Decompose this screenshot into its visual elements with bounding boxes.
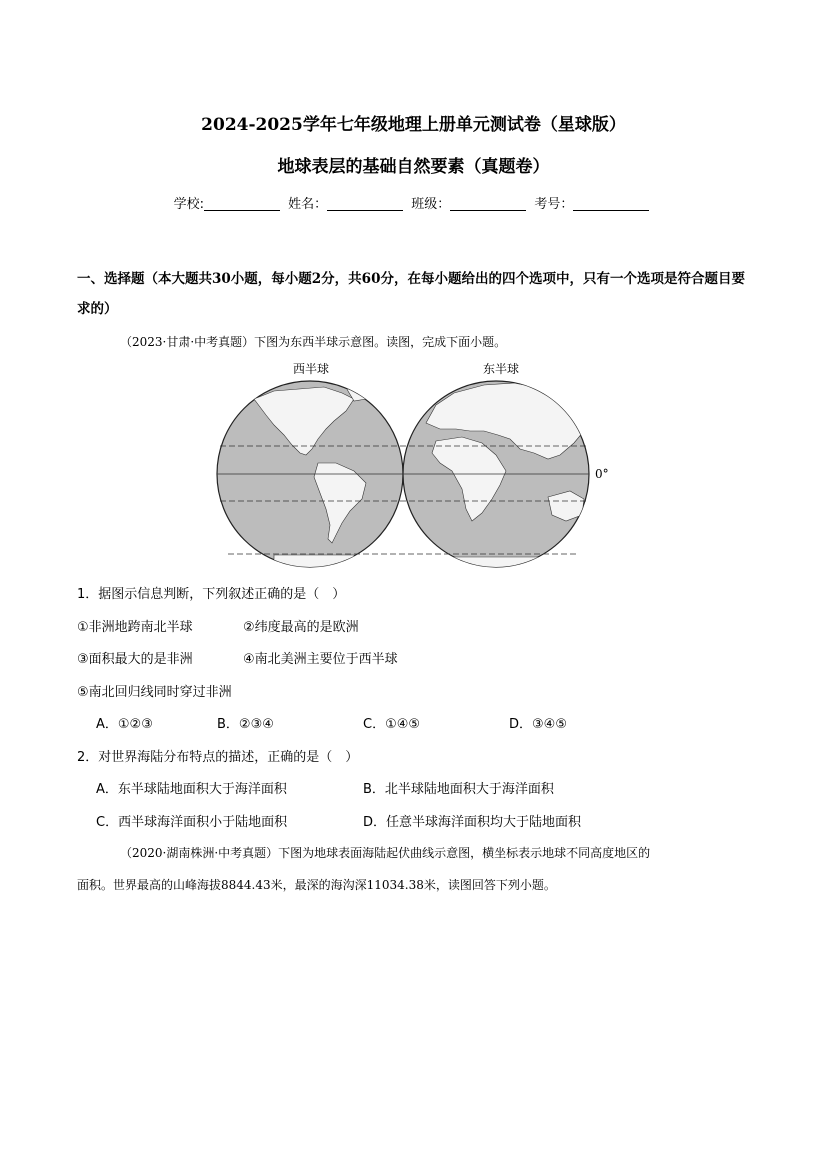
- q1-statement-2: ②纬度最高的是欧洲: [243, 620, 359, 635]
- q2-option-c[interactable]: C．西半球海洋面积小于陆地面积: [96, 815, 288, 830]
- equator-label: 0°: [595, 467, 609, 481]
- q1-statement-4: ④南北美洲主要位于西半球: [243, 652, 398, 667]
- section-heading: 一、选择题（本大题共30小题，每小题2分，共60分，在每小题给出的四个选项中，只有一个选项是符合题目要求的）: [77, 271, 745, 317]
- q2-option-b[interactable]: B．北半球陆地面积大于海洋面积: [363, 782, 554, 797]
- hemispheres-map: [214, 359, 614, 572]
- group2-intro-line1: （2020·湖南株洲·中考真题）下图为地球表面海陆起伏曲线示意图，横坐标表示地球不同高度地区的: [120, 846, 651, 860]
- q1-option-a[interactable]: A．①②③: [96, 717, 153, 732]
- west-hemisphere-label: 西半球: [293, 362, 330, 376]
- q2-option-d[interactable]: D．任意半球海洋面积均大于陆地面积: [363, 815, 582, 830]
- q2-option-a[interactable]: A．东半球陆地面积大于海洋面积: [96, 782, 287, 797]
- east-hemisphere: [403, 381, 589, 571]
- student-info-fields: [0, 193, 827, 212]
- group2-intro-line2: 面积。世界最高的山峰海拔8844.43米，最深的海沟深11034.38米，读图回答下列小题。: [77, 878, 556, 892]
- q1-statement-1: ①非洲地跨南北半球: [77, 620, 193, 635]
- east-hemisphere-label: 东半球: [483, 362, 520, 376]
- class-blank[interactable]: [450, 196, 526, 211]
- q1-option-b[interactable]: B．②③④: [217, 717, 274, 732]
- class-label: 班级：: [411, 197, 451, 212]
- name-blank[interactable]: [327, 196, 403, 211]
- q1-statement-3: ③面积最大的是非洲: [77, 652, 193, 667]
- page-title: 2024-2025学年七年级地理上册单元测试卷（星球版）: [201, 115, 626, 135]
- antarctica-shape: [424, 557, 574, 571]
- q1-statement-5: ⑤南北回归线同时穿过非洲: [77, 685, 232, 700]
- page-subtitle: 地球表层的基础自然要素（真题卷）: [277, 157, 550, 177]
- q1-option-c[interactable]: C．①④⑤: [363, 717, 421, 732]
- exam-number-label: 考号：: [534, 197, 574, 212]
- q1-stem: 1．据图示信息判断，下列叙述正确的是（ ）: [77, 587, 346, 602]
- q1-option-d[interactable]: D．③④⑤: [509, 717, 567, 732]
- exam-number-blank[interactable]: [573, 196, 649, 211]
- west-hemisphere: [217, 381, 403, 571]
- q2-stem: 2．对世界海陆分布特点的描述，正确的是（ ）: [77, 750, 359, 765]
- name-label: 姓名：: [288, 197, 328, 212]
- school-blank[interactable]: [204, 196, 280, 211]
- school-label: 学校:: [173, 197, 204, 212]
- group1-intro: （2023·甘肃·中考真题）下图为东西半球示意图。读图，完成下面小题。: [120, 335, 507, 349]
